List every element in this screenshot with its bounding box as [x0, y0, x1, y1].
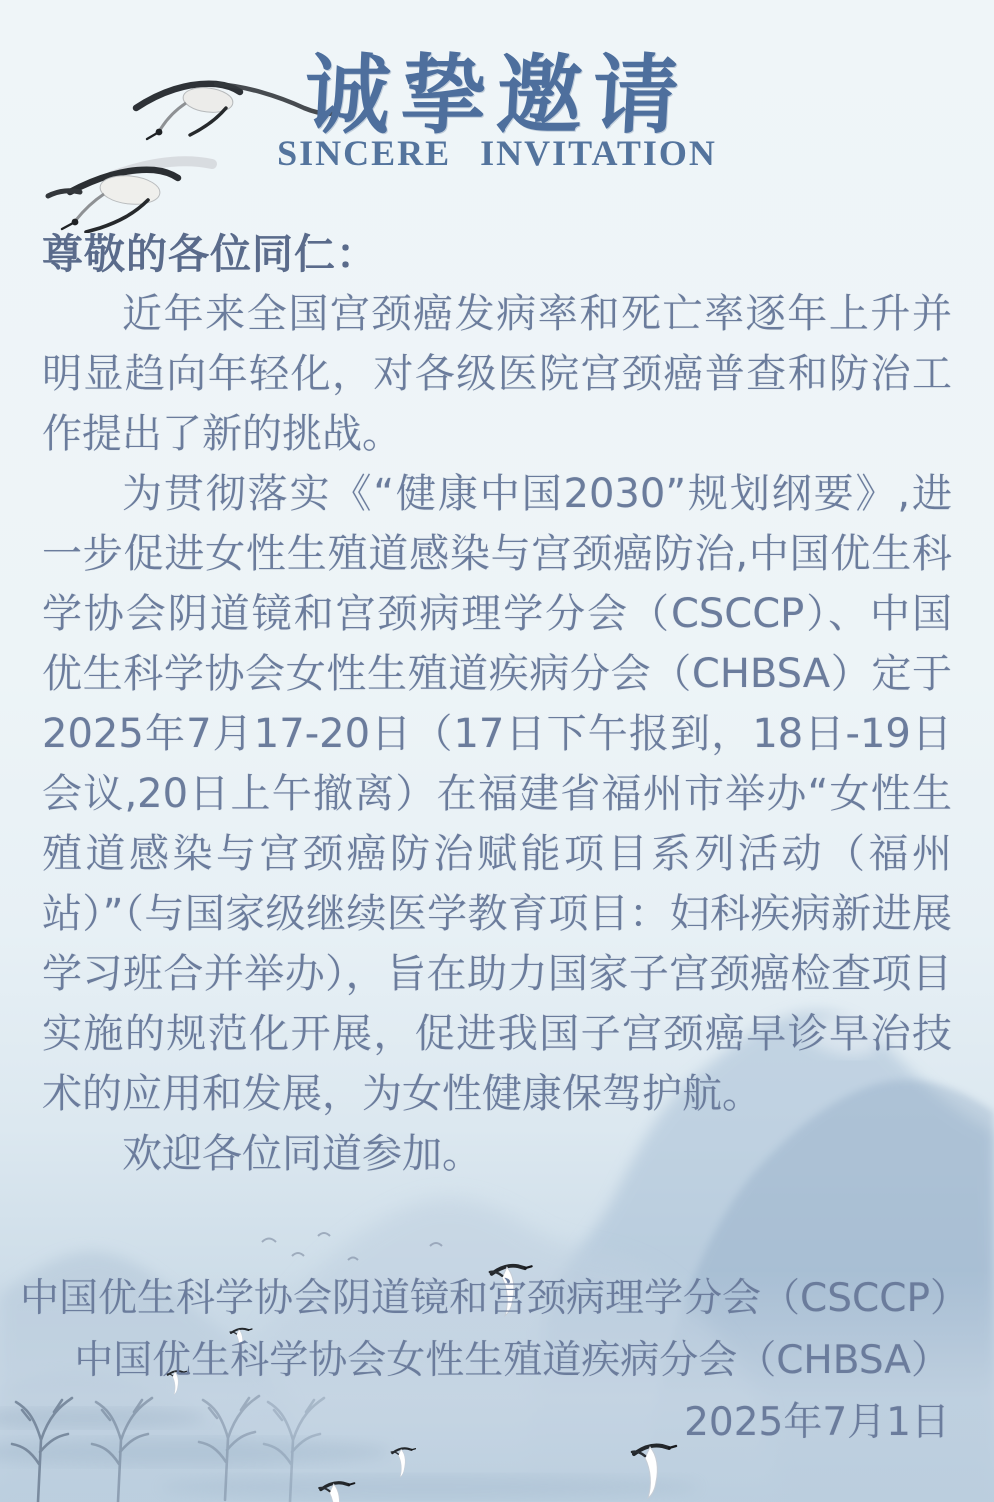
paragraph-event-details: 为贯彻落实《“健康中国2030”规划纲要》,进一步促进女性生殖道感染与宫颈癌防治,中国优生科学协会阴道镜和宫颈病理学分会（CSCCP）、中国优生科学协会女性生殖道疾病分会（CHBSA）定于2025年7月17-20日（17日下午报到，18日-19日会议,20日上午撤离）在福建省福州市举办“女性生殖道感染与宫颈癌防治赋能项目系列活动（福州站）”（与国家级继续医学教育项目：妇科疾病新进展学习班合并举办），旨在助力国家子宫颈癌检查项目实施的规范化开展，促进我国子宫颈癌早诊早治技术的应用和发展，为女性健康保驾护航。 — [42, 471, 952, 1117]
signature-org-csccp: 中国优生科学协会阴道镜和宫颈病理学分会（CSCCP） — [20, 1276, 969, 1321]
page-title-en: SINCERE INVITATION — [277, 133, 717, 173]
salutation: 尊敬的各位同仁： — [42, 230, 378, 278]
signature-org-chbsa: 中国优生科学协会女性生殖道疾病分会（CHBSA） — [74, 1338, 950, 1383]
paragraph-welcome: 欢迎各位同道参加。 — [122, 1131, 482, 1177]
signature-block — [20, 1268, 969, 1454]
signature-date: 2025年7月1日 — [684, 1400, 950, 1445]
page-title-cn: 诚挚邀请 — [301, 46, 692, 146]
paragraph-overview: 近年来全国宫颈癌发病率和死亡率逐年上升并明显趋向年轻化，对各级医院宫颈癌普查和防治工作提出了新的挑战。 — [42, 291, 952, 457]
invitation-letter-body — [42, 224, 952, 1184]
water-streak — [160, 1475, 700, 1499]
